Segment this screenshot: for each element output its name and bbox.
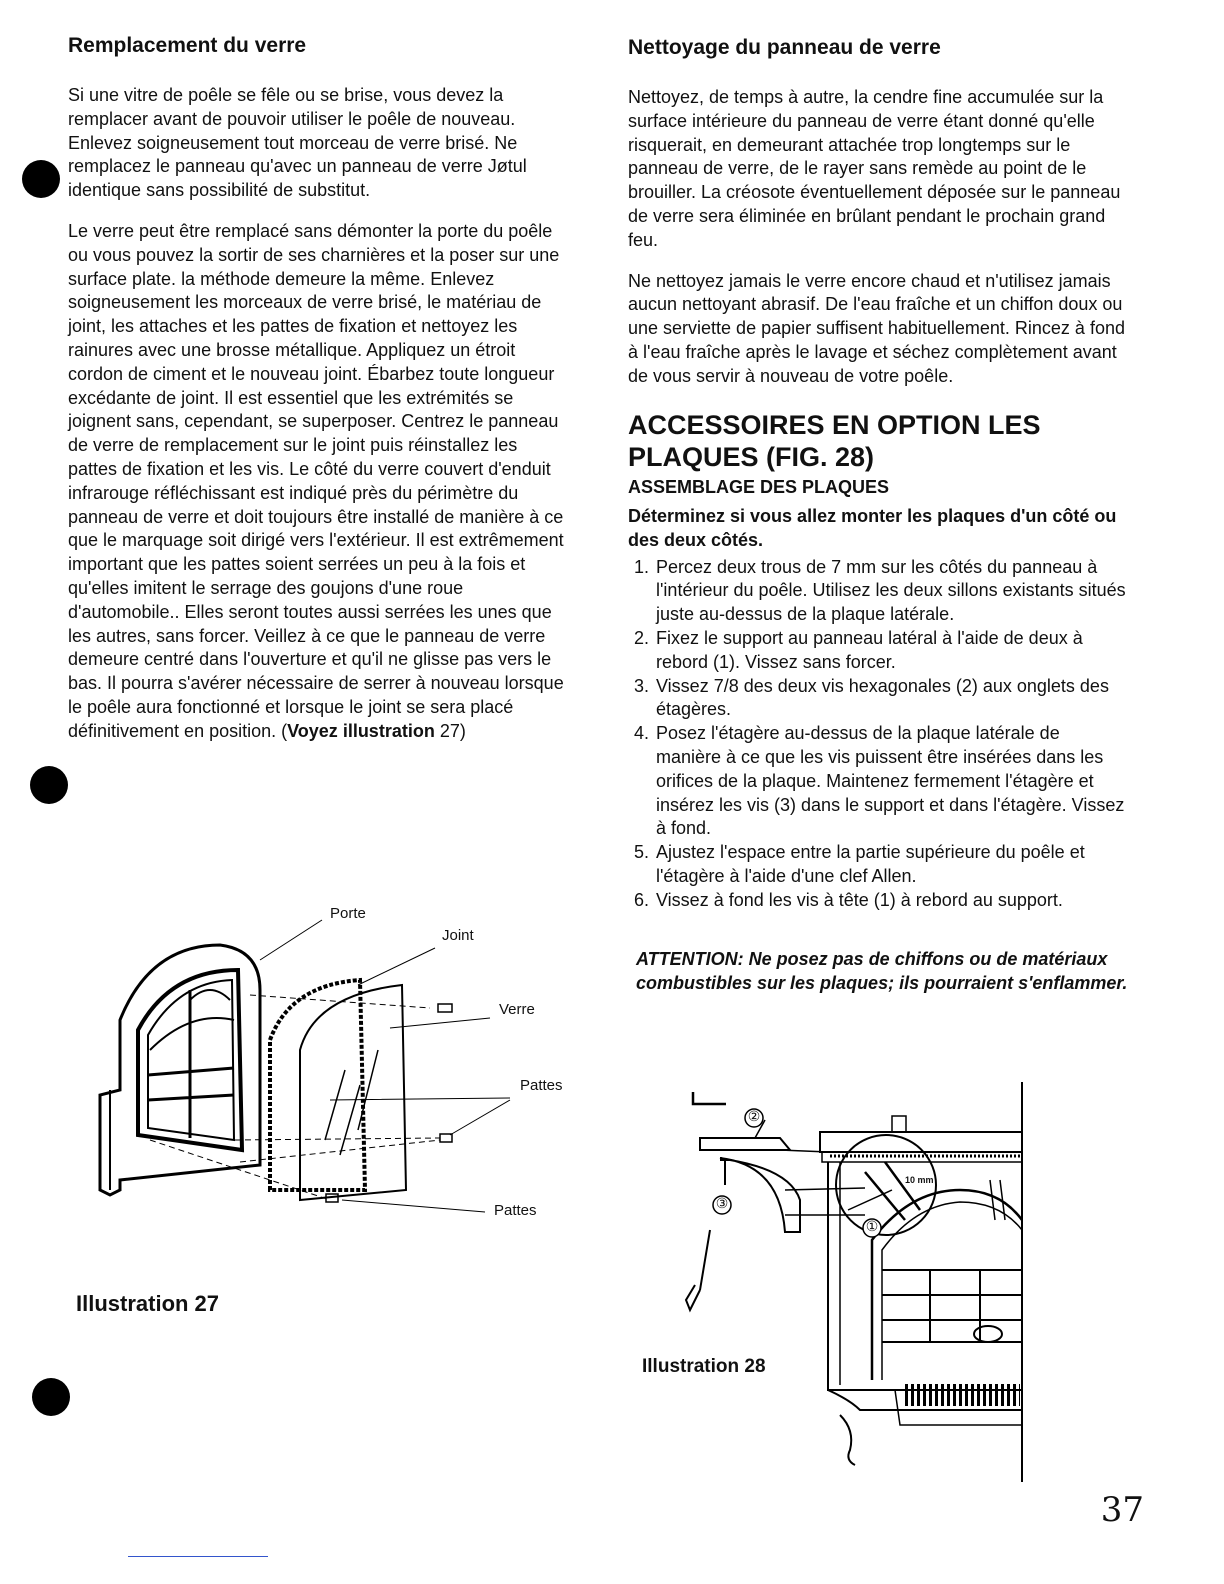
glass-replacement-paragraph-2: [68, 220, 568, 744]
assembly-subheading: ASSEMBLAGE DES PLAQUES: [628, 476, 890, 497]
label-pattes-top: Pattes: [520, 1077, 563, 1094]
step-item: 4. Posez l'étagère au-dessus de la plaque latérale de manière à ce que les vis puissent être insérées dans les orifices de la plaque. Maintenez fermement l'étagère et insérez les vis (3) dans le support et dans l'étagère. Vissez à fond.: [654, 722, 1128, 841]
section-heading-glass-cleaning: Nettoyage du panneau de verre: [628, 36, 941, 59]
glass-cleaning-paragraph-2: Ne nettoyez jamais le verre encore chaud et n'utilisez jamais aucun nettoyant abrasif. De l'eau fraîche et un chiffon doux ou une serviette de papier suffisent habituellement. Rincez à fond à l'eau fraîche après le lavage et séchez complètement avant de vous servir à nouveau de votre poêle.: [628, 270, 1125, 386]
binder-hole-icon: [30, 766, 68, 804]
callout-2: ②: [747, 1108, 761, 1124]
label-verre: Verre: [499, 1001, 535, 1018]
step-item: 6. Vissez à fond les vis à tête (1) à rebord au support.: [654, 889, 1128, 913]
callout-3: ③: [715, 1195, 729, 1211]
step-item: 3. Vissez 7/8 des deux vis hexagonales (2) aux onglets des étagères.: [654, 675, 1128, 723]
illustration-28-caption: Illustration 28: [642, 1356, 766, 1377]
step-item: 5. Ajustez l'espace entre la partie supérieure du poêle et l'étagère à l'aide d'une clef Allen.: [654, 841, 1128, 889]
glass-replacement-paragraph-1: Si une vitre de poêle se fêle ou se brise, vous devez la remplacer avant de pouvoir utiliser le poêle de nouveau. Enlevez soigneusement tout morceau de verre brisé. Ne remplacez le panneau qu'avec un panneau de verre Jøtul identique sans possibilité de substitut.: [68, 85, 527, 201]
right-column: [628, 30, 1128, 995]
label-porte: Porte: [330, 905, 366, 922]
accessories-heading: ACCESSOIRES EN OPTION LES PLAQUES (FIG. 28): [628, 409, 1041, 472]
binder-hole-icon: [32, 1378, 70, 1416]
paragraph-2-text: Le verre peut être remplacé sans démonter la porte du poêle ou vous pouvez la sortir de ses charnières et la poser sur une surface plate. la méthode demeure la même. Enlevez soigneusement les morceaux de verre brisé, le matériau de joint, les attaches et les pattes de fixation et nettoyez les rainures avec une brosse métallique. Appliquez un étroit cordon de ciment et le nouveau joint. Ébarbez toute longueur excédante de joint. Il est essentiel que les extrémités se joignent sans, cependant, se superposer. Centrez le panneau de verre de remplacement sur le joint puis réinstallez les pattes de fixation et les vis. Le côté du verre couvert d'enduit infrarouge réfléchissant est indiqué près du périmètre du panneau de verre et doit toujours être installé de manière à ce que le marquage soit dirigé vers l'extérieur. Il est extrêmement important que les pattes soient serrées un peu à la fois et qu'elles imitent le serrage des goujons d'une roue d'automobile.. Elles seront toutes aussi serrées les unes que les autres, sans forcer. Veillez à ce que le panneau de verre demeure centré dans l'ouverture et qu'il ne glisse pas vers le bas. Il pourra s'avérer nécessaire de serrer à nouveau lorsque le poêle aura fonctionné et lorsque le joint se sera placé définitivement en position. (: [68, 220, 564, 741]
label-joint: Joint: [442, 927, 474, 944]
label-pattes-bottom: Pattes: [494, 1202, 537, 1219]
glass-cleaning-paragraph-1: Nettoyez, de temps à autre, la cendre fine accumulée sur la surface intérieure du panneau de verre étant donné qu'elle risquerait, en demeurant attachée trop longtemps sur le panneau de verre, de le rayer sans remède au point de le brouiller. La créosote éventuellement déposée sur le panneau de verre sera éliminée en brûlant pendant le prochain grand feu.: [628, 87, 1121, 250]
paragraph-2-end: 27): [434, 720, 466, 741]
illustration-28-shelf-diagram: [660, 1080, 1040, 1485]
assembly-steps: [628, 556, 1128, 913]
page-number: 37: [1100, 1490, 1144, 1530]
binder-hole-icon: [22, 160, 60, 198]
wrench-size-label: 10 mm: [905, 1175, 934, 1185]
footer-line: [128, 1556, 268, 1557]
see-illustration-bold: Voyez illustration: [287, 720, 435, 741]
attention-warning: ATTENTION: Ne posez pas de chiffons ou de matériaux combustibles sur les plaques; ils pourraient s'enflammer.: [636, 948, 1128, 993]
step-item: 2. Fixez le support au panneau latéral à l'aide de deux à rebord (1). Vissez sans forcer.: [654, 627, 1128, 675]
assembly-lead: Déterminez si vous allez monter les plaques d'un côté ou des deux côtés.: [628, 505, 1117, 550]
left-column: [68, 30, 568, 761]
callout-1: ①: [865, 1218, 879, 1234]
section-heading-glass-replacement: Remplacement du verre: [68, 34, 307, 57]
illustration-27-door-diagram: [90, 900, 570, 1230]
step-item: 1. Percez deux trous de 7 mm sur les côtés du panneau à l'intérieur du poêle. Utilisez les deux sillons existants situés juste au-dessus de la plaque latérale.: [654, 556, 1128, 627]
illustration-27-caption: Illustration 27: [76, 1291, 220, 1316]
